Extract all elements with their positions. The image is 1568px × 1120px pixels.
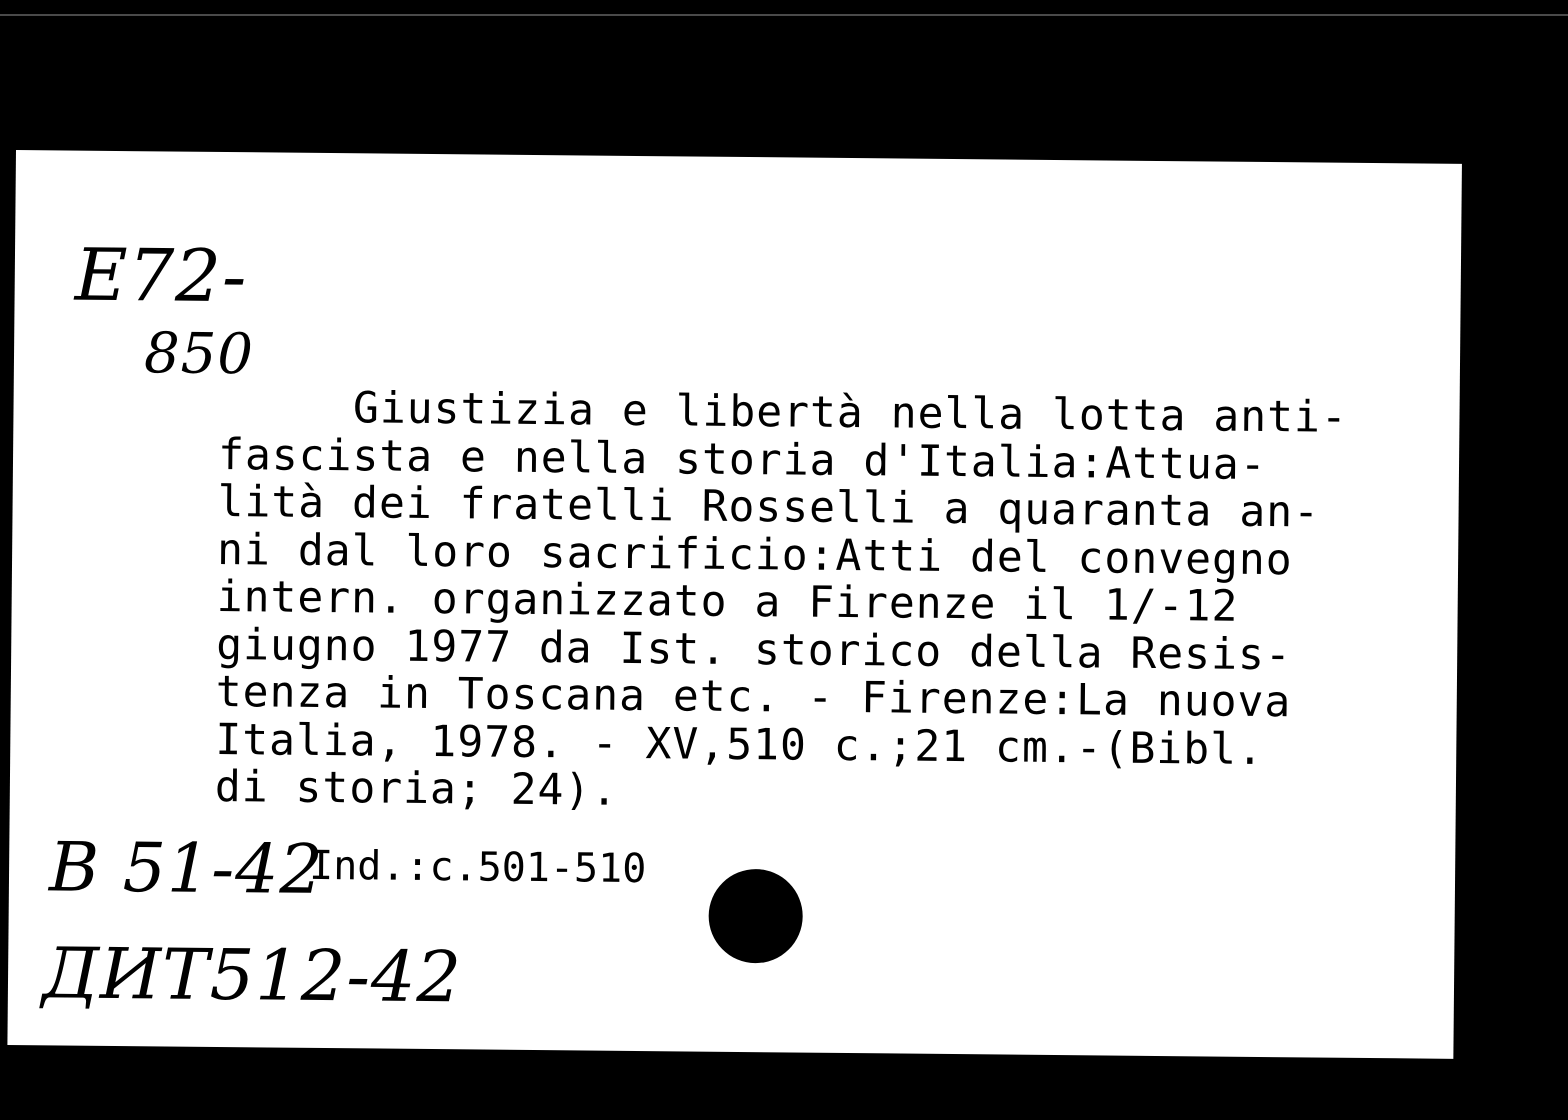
description-line: giugno 1977 da Ist. storico della Resis- [216, 619, 1292, 680]
description-line: fascista e nella storia d'Italia:Attua- [217, 429, 1267, 490]
description-line: tenza in Toscana etc. - Firenze:La nuova [215, 666, 1292, 728]
description-line: Giustizia e libertà nella lotta anti- [218, 381, 1349, 443]
index-note: Ind.:c.501-510 [308, 842, 647, 893]
shelf-mark-line-2: 850 [143, 321, 255, 388]
description-line: ni dal loro sacrificio:Atti del convegno [216, 524, 1293, 585]
punch-hole [708, 869, 803, 964]
inventory-number-line-2: ДИТ512-42 [41, 932, 463, 1019]
shelf-mark-line-1: E72- [74, 232, 248, 319]
scan-edge-line [0, 14, 1568, 16]
description-line: intern. organizzato a Firenze il 1/-12 [216, 571, 1239, 632]
catalog-card [7, 150, 1462, 1059]
description-line: lità dei fratelli Rosselli a quaranta an- [217, 476, 1321, 538]
description-line: Italia, 1978. - XV,510 c.;21 cm.-(Bibl. [215, 714, 1265, 775]
description-line: di storia; 24). [214, 761, 619, 816]
inventory-number-line-1: B 51-42 [48, 828, 325, 910]
bibliographic-description [214, 381, 1349, 822]
